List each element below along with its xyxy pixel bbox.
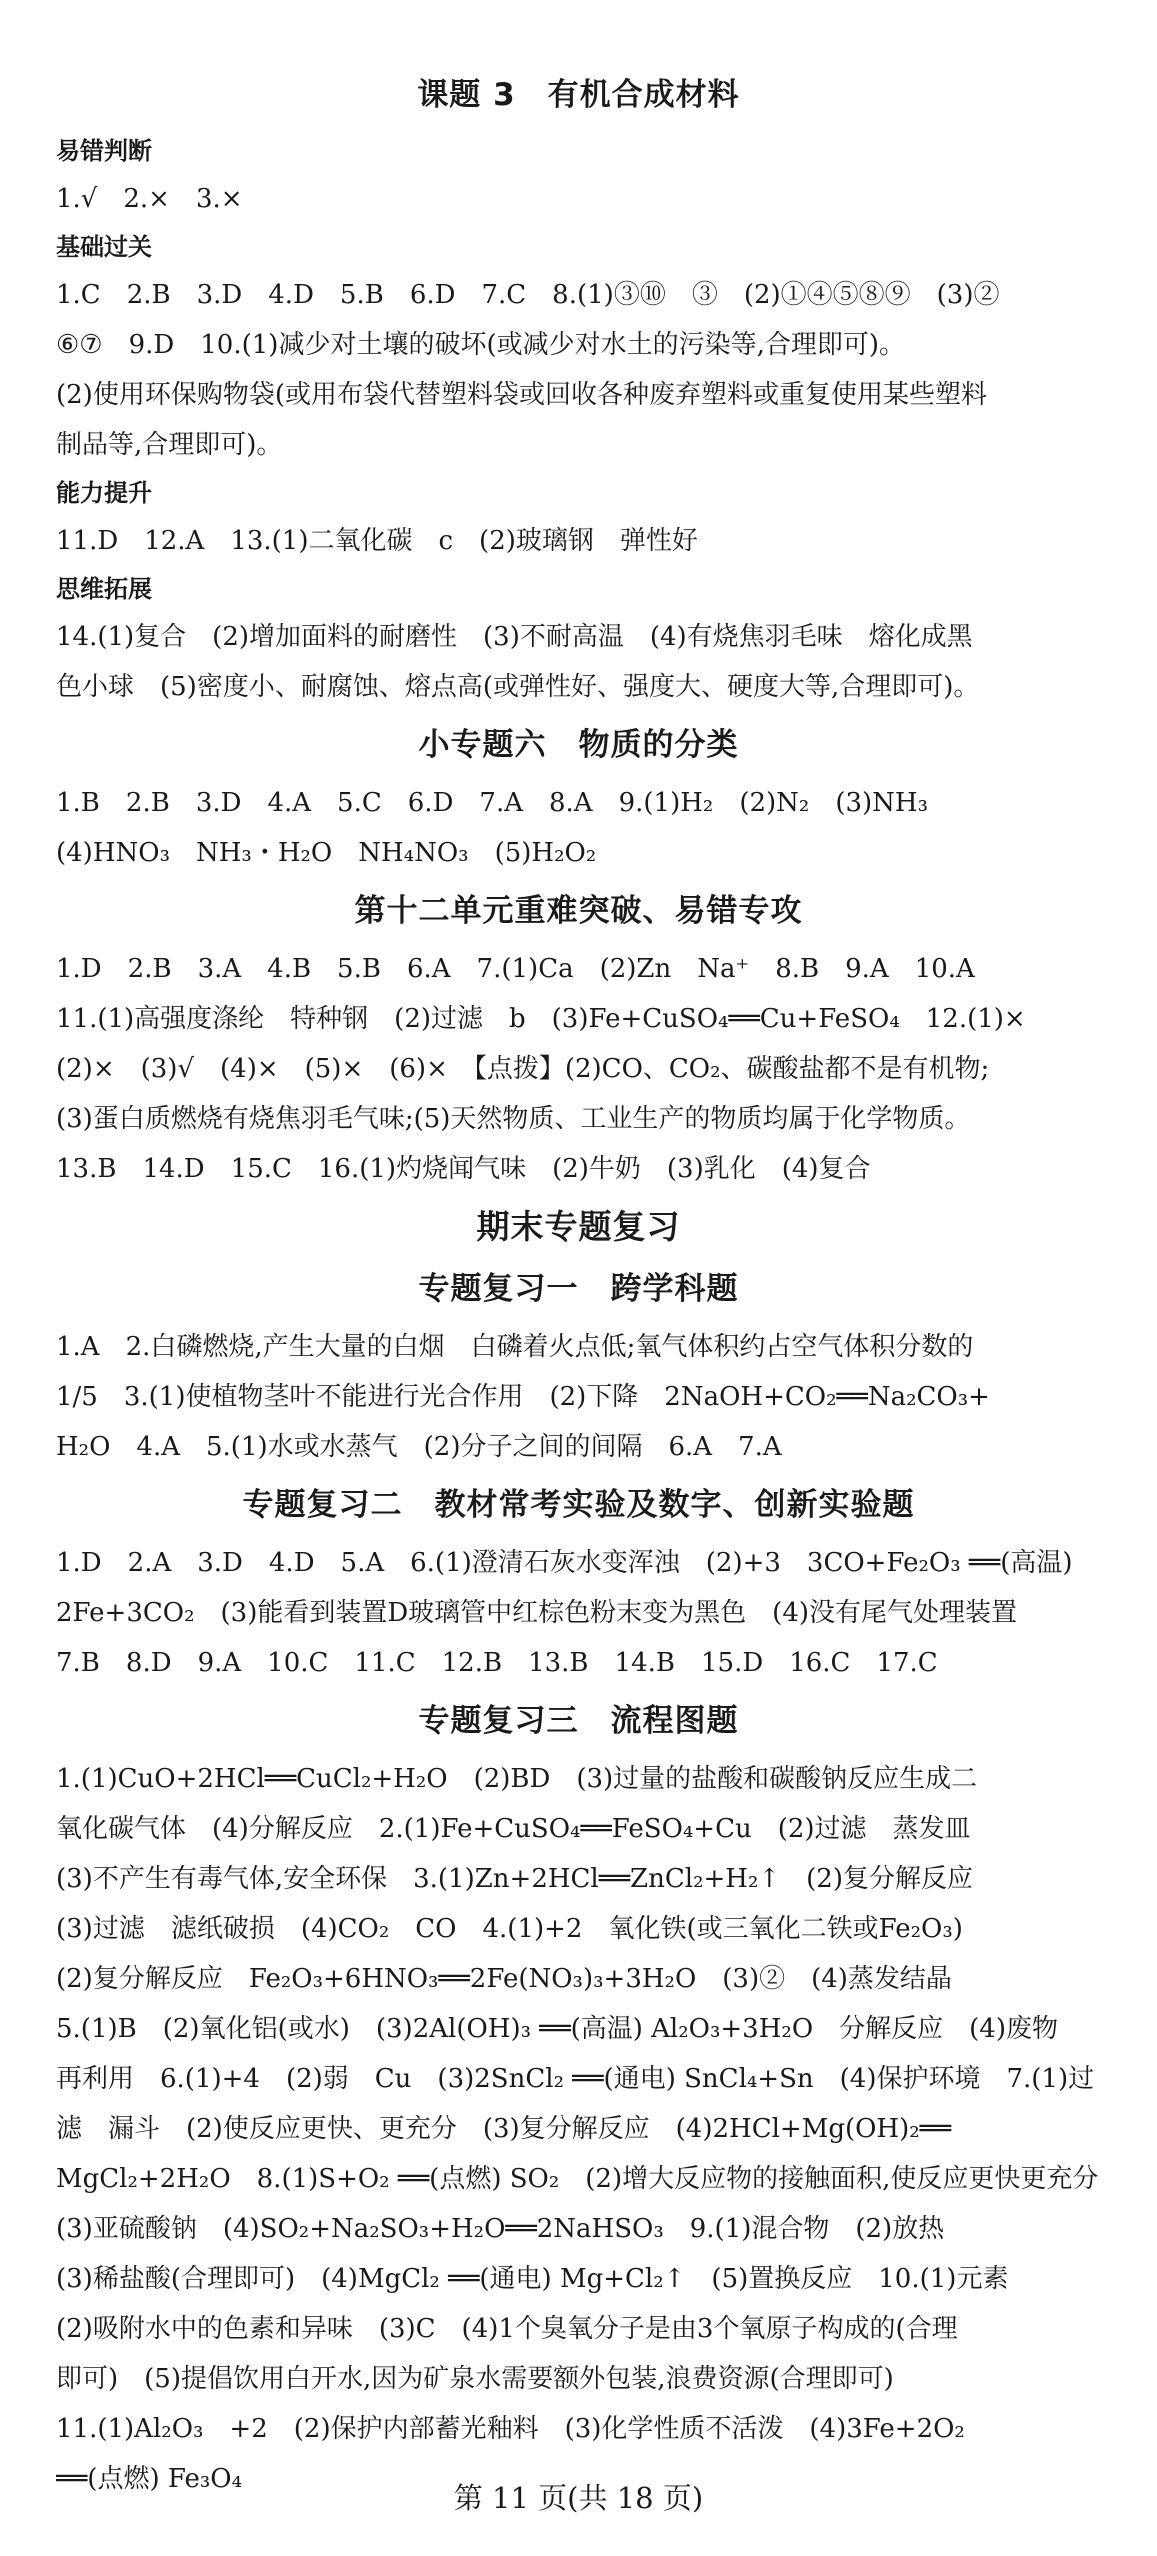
label-error-judgement: 易错判断 bbox=[56, 137, 152, 165]
label-basic: 基础过关 bbox=[56, 233, 152, 261]
answer-line: MgCl₂+2H₂O 8.(1)S+O₂ ══(点燃) SO₂ (2)增大反应物的接触面积,使反应更快更充分 bbox=[56, 2164, 1099, 2194]
answer-line: 7.B 8.D 9.A 10.C 11.C 12.B 13.B 14.B 15.D 16.C 17.C bbox=[56, 1648, 938, 1678]
answer-line: 1.B 2.B 3.D 4.A 5.C 6.D 7.A 8.A 9.(1)H₂ (2)N₂ (3)NH₃ bbox=[56, 788, 928, 818]
section-title-review-3: 专题复习三 流程图题 bbox=[418, 1703, 739, 1739]
answer-line: (2)复分解反应 Fe₂O₃+6HNO₃══2Fe(NO₃)₃+3H₂O (3)② (4)蒸发结晶 bbox=[56, 1964, 952, 1994]
answer-line: H₂O 4.A 5.(1)水或水蒸气 (2)分子之间的间隔 6.A 7.A bbox=[56, 1432, 782, 1462]
section-title-unit12: 第十二单元重难突破、易错专攻 bbox=[354, 893, 803, 929]
section-title-review-1: 专题复习一 跨学科题 bbox=[418, 1271, 739, 1307]
answer-line: (3)不产生有毒气体,安全环保 3.(1)Zn+2HCl══ZnCl₂+H₂↑ (2)复分解反应 bbox=[56, 1864, 973, 1894]
answer-line: 氧化碳气体 (4)分解反应 2.(1)Fe+CuSO₄══FeSO₄+Cu (2)过滤 蒸发皿 bbox=[56, 1814, 971, 1844]
answer-line: (4)HNO₃ NH₃・H₂O NH₄NO₃ (5)H₂O₂ bbox=[56, 838, 597, 868]
answer-line: 1.√ 2.× 3.× bbox=[56, 184, 243, 214]
section-title-final-review: 期末专题复习 bbox=[476, 1207, 681, 1246]
answer-line: 2Fe+3CO₂ (3)能看到装置D玻璃管中红棕色粉末变为黑色 (4)没有尾气处理装置 bbox=[56, 1598, 1018, 1628]
answer-line: 13.B 14.D 15.C 16.(1)灼烧闻气味 (2)牛奶 (3)乳化 (4)复合 bbox=[56, 1154, 871, 1184]
answer-line: 1.D 2.B 3.A 4.B 5.B 6.A 7.(1)Ca (2)Zn Na⁺ 8.B 9.A 10.A bbox=[56, 954, 975, 984]
answer-line: 色小球 (5)密度小、耐腐蚀、熔点高(或弹性好、强度大、硬度大等,合理即可)。 bbox=[56, 672, 980, 702]
answer-line: 制品等,合理即可)。 bbox=[56, 430, 283, 460]
answer-line: ══(点燃) Fe₃O₄ bbox=[56, 2464, 243, 2494]
answer-line: ⑥⑦ 9.D 10.(1)减少对土壤的破坏(或减少对水土的污染等,合理即可)。 bbox=[56, 330, 905, 360]
section-title-classification: 小专题六 物质的分类 bbox=[418, 727, 739, 763]
answer-line: 再利用 6.(1)+4 (2)弱 Cu (3)2SnCl₂ ══(通电) SnCl₄+Sn (4)保护环境 7.(1)过 bbox=[56, 2064, 1095, 2094]
section-title-review-2: 专题复习二 教材常考实验及数字、创新实验题 bbox=[242, 1487, 915, 1523]
answer-line: 11.(1)Al₂O₃ +2 (2)保护内部蓄光釉料 (3)化学性质不活泼 (4)3Fe+2O₂ bbox=[56, 2414, 965, 2444]
section-title-organic-materials: 课题 3 有机合成材料 bbox=[417, 77, 740, 113]
page-number-footer: 第 11 页(共 18 页) bbox=[453, 2481, 704, 2515]
answer-line: (2)吸附水中的色素和异味 (3)C (4)1个臭氧分子是由3个氧原子构成的(合理 bbox=[56, 2314, 958, 2344]
answer-line: (2)使用环保购物袋(或用布袋代替塑料袋或回收各种废弃塑料或重复使用某些塑料 bbox=[56, 380, 987, 410]
answer-line: 滤 漏斗 (2)使反应更快、更充分 (3)复分解反应 (4)2HCl+Mg(OH)₂══ bbox=[56, 2114, 951, 2144]
answer-line: 11.(1)高强度涤纶 特种钢 (2)过滤 b (3)Fe+CuSO₄══Cu+FeSO₄ 12.(1)× bbox=[56, 1004, 1026, 1034]
answer-line: 14.(1)复合 (2)增加面料的耐磨性 (3)不耐高温 (4)有烧焦羽毛味 熔化成黑 bbox=[56, 622, 973, 652]
answer-line: 即可) (5)提倡饮用白开水,因为矿泉水需要额外包装,浪费资源(合理即可) bbox=[56, 2364, 894, 2394]
answer-line: 1.A 2.白磷燃烧,产生大量的白烟 白磷着火点低;氧气体积约占空气体积分数的 bbox=[56, 1332, 974, 1362]
answer-line: 1.C 2.B 3.D 4.D 5.B 6.D 7.C 8.(1)③⑩ ③ (2)①④⑤⑧⑨ (3)② bbox=[56, 280, 1000, 310]
answer-line: 1/5 3.(1)使植物茎叶不能进行光合作用 (2)下降 2NaOH+CO₂══Na₂CO₃+ bbox=[56, 1382, 990, 1412]
label-thinking: 思维拓展 bbox=[56, 575, 152, 603]
answer-line: (2)× (3)√ (4)× (5)× (6)× 【点拨】(2)CO、CO₂、碳酸盐都不是有机物; bbox=[56, 1054, 990, 1084]
answer-line: (3)亚硫酸钠 (4)SO₂+Na₂SO₃+H₂O══2NaHSO₃ 9.(1)混合物 (2)放热 bbox=[56, 2214, 945, 2244]
answer-line: (3)稀盐酸(合理即可) (4)MgCl₂ ══(通电) Mg+Cl₂↑ (5)置换反应 10.(1)元素 bbox=[56, 2264, 1009, 2294]
answer-line: 1.(1)CuO+2HCl══CuCl₂+H₂O (2)BD (3)过量的盐酸和碳酸钠反应生成二 bbox=[56, 1764, 978, 1794]
answer-line: 1.D 2.A 3.D 4.D 5.A 6.(1)澄清石灰水变浑浊 (2)+3 3CO+Fe₂O₃ ══(高温) bbox=[56, 1548, 1073, 1578]
answer-line: (3)蛋白质燃烧有烧焦羽毛气味;(5)天然物质、工业生产的物质均属于化学物质。 bbox=[56, 1104, 971, 1134]
answer-line: 11.D 12.A 13.(1)二氧化碳 c (2)玻璃钢 弹性好 bbox=[56, 526, 698, 556]
label-ability: 能力提升 bbox=[56, 479, 152, 507]
answer-line: (3)过滤 滤纸破损 (4)CO₂ CO 4.(1)+2 氧化铁(或三氧化二铁或Fe₂O₃) bbox=[56, 1914, 963, 1944]
answer-line: 5.(1)B (2)氧化铝(或水) (3)2Al(OH)₃ ══(高温) Al₂O₃+3H₂O 分解反应 (4)废物 bbox=[56, 2014, 1058, 2044]
